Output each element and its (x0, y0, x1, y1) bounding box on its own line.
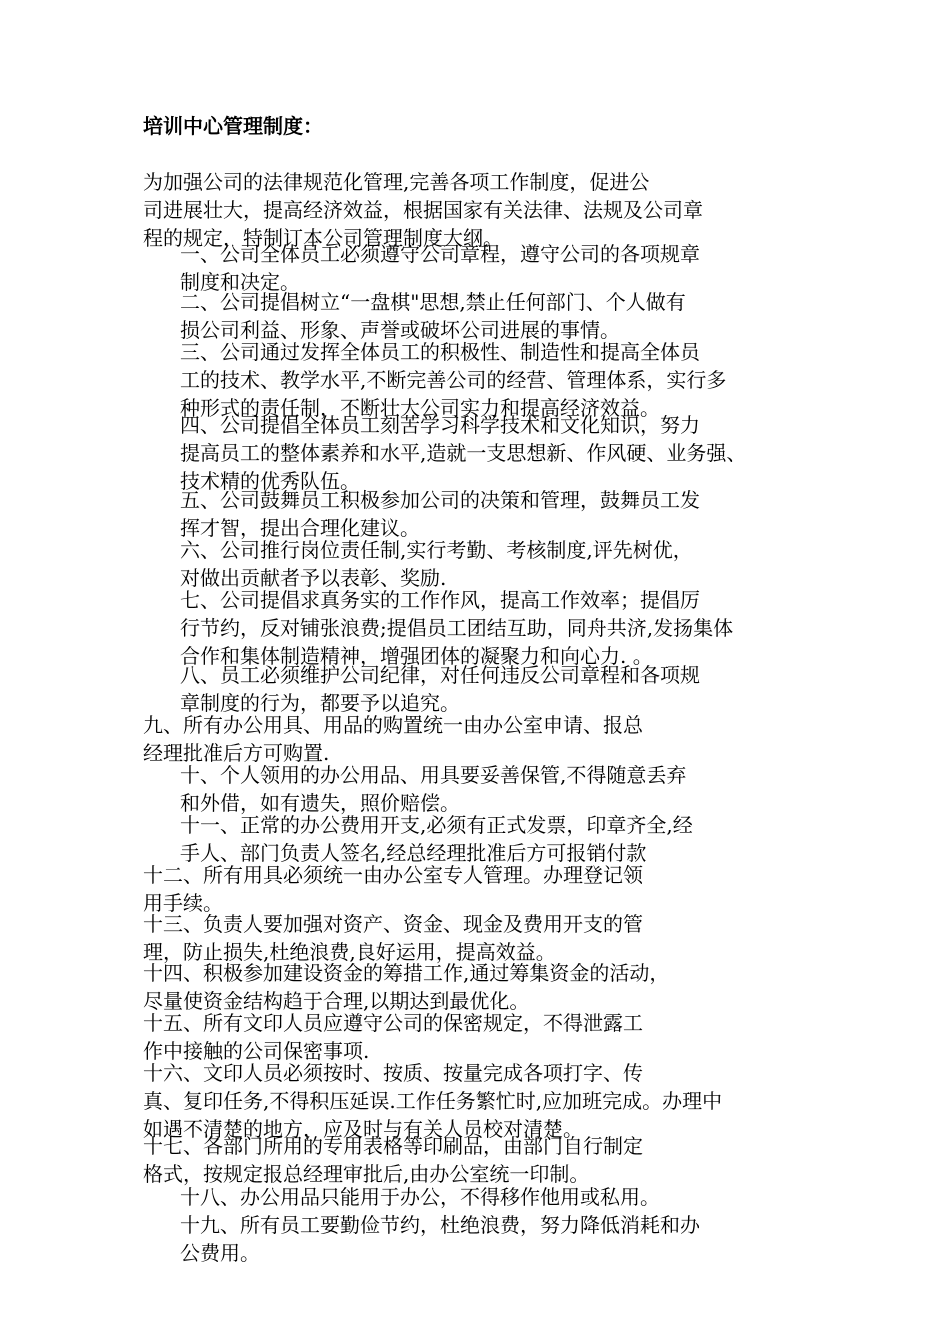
clause-text: 十八、办公用品只能用于办公，不得移作他用或私用。 (180, 1185, 660, 1209)
clause-text: 十二、所有用具必须统一由办公室专人管理。办理登记领 用手续。 (143, 863, 643, 915)
clause-text: 三、公司通过发挥全体员工的积极性、制造性和提高全体员 工的技术、教学水平,不断完善公司的经营、管理体系，实行多 种形式的责任制，不断壮大公司实力和提高经济效益。 (180, 340, 727, 420)
clause-text: 十、个人领用的办公用品、用具要妥善保管,不得随意丢弃 和外借，如有遗失，照价赔偿。 (180, 763, 687, 815)
document-title: 培训中心管理制度： (143, 114, 323, 138)
clause-text: 五、公司鼓舞员工积极参加公司的决策和管理，鼓舞员工发 挥才智，提出合理化建议。 (180, 488, 700, 540)
clause-text: 十九、所有员工要勤俭节约，杜绝浪费，努力降低消耗和办 公费用。 (180, 1213, 700, 1265)
clause-text: 十三、负责人要加强对资产、资金、现金及费用开支的管 理，防止损失,杜绝浪费,良好运用，提高效益。 (143, 912, 643, 964)
clause-text: 七、公司提倡求真务实的工作作风，提高工作效率；提倡厉 行节约，反对铺张浪费;提倡员工团结互助，同舟共济,发扬集体 合作和集体制造精神，增强团体的凝聚力和向心力. 。 (180, 588, 734, 668)
clause-text: 十四、积极参加建设资金的筹措工作,通过筹集资金的活动， 尽量使资金结构趋于合理,以期达到最优化。 (143, 961, 670, 1013)
clause-text: 一、公司全体员工必须遵守公司章程，遵守公司的各项规章 制度和决定。 (180, 242, 700, 294)
clause-text: 六、公司推行岗位责任制,实行考勤、考核制度,评先树优， 对做出贡献者予以表彰、奖励. (180, 538, 693, 590)
clause-text: 十六、文印人员必须按时、按质、按量完成各项打字、传 真、复印任务,不得积压延误.工作任务繁忙时,应加班完成。办理中 如遇不清楚的地方，应及时与有关人员校对清楚。 (143, 1061, 723, 1141)
clause-text: 十一、正常的办公费用开支,必须有正式发票，印章齐全,经 手人、部门负责人签名,经总经理批准后方可报销付款 (180, 813, 693, 865)
clause-text: 十五、所有文印人员应遵守公司的保密规定，不得泄露工 作中接触的公司保密事项. (143, 1011, 643, 1063)
clause-19 (180, 1183, 840, 1267)
clause-text: 八、员工必须维护公司纪律，对任何违反公司章程和各项规 章制度的行为，都要予以追究。 (180, 663, 700, 715)
clause-text: 十七、各部门所用的专用表格等印刷品，由部门自行制定 格式，按规定报总经理审批后,由办公室统一印制。 (143, 1134, 643, 1186)
intro-text: 为加强公司的法律规范化管理,完善各项工作制度，促进公 司进展壮大，提高经济效益，根据国家有关法律、法规及公司章 程的规定，特制订本公司管理制度大纲。 (143, 170, 703, 250)
clause-text: 二、公司提倡树立“一盘棋"思想,禁止任何部门、个人做有 损公司利益、形象、声誉或破坏公司进展的事情。 (180, 290, 686, 342)
clause-text: 九、所有办公用具、用品的购置统一由办公室申请、报总 经理批准后方可购置. (143, 713, 643, 765)
clause-text: 四、公司提倡全体员工刻苦学习科学技术和文化知识，努力 提高员工的整体素养和水平,造就一支思想新、作风硬、业务强、 技术精的优秀队伍。 (180, 413, 747, 493)
